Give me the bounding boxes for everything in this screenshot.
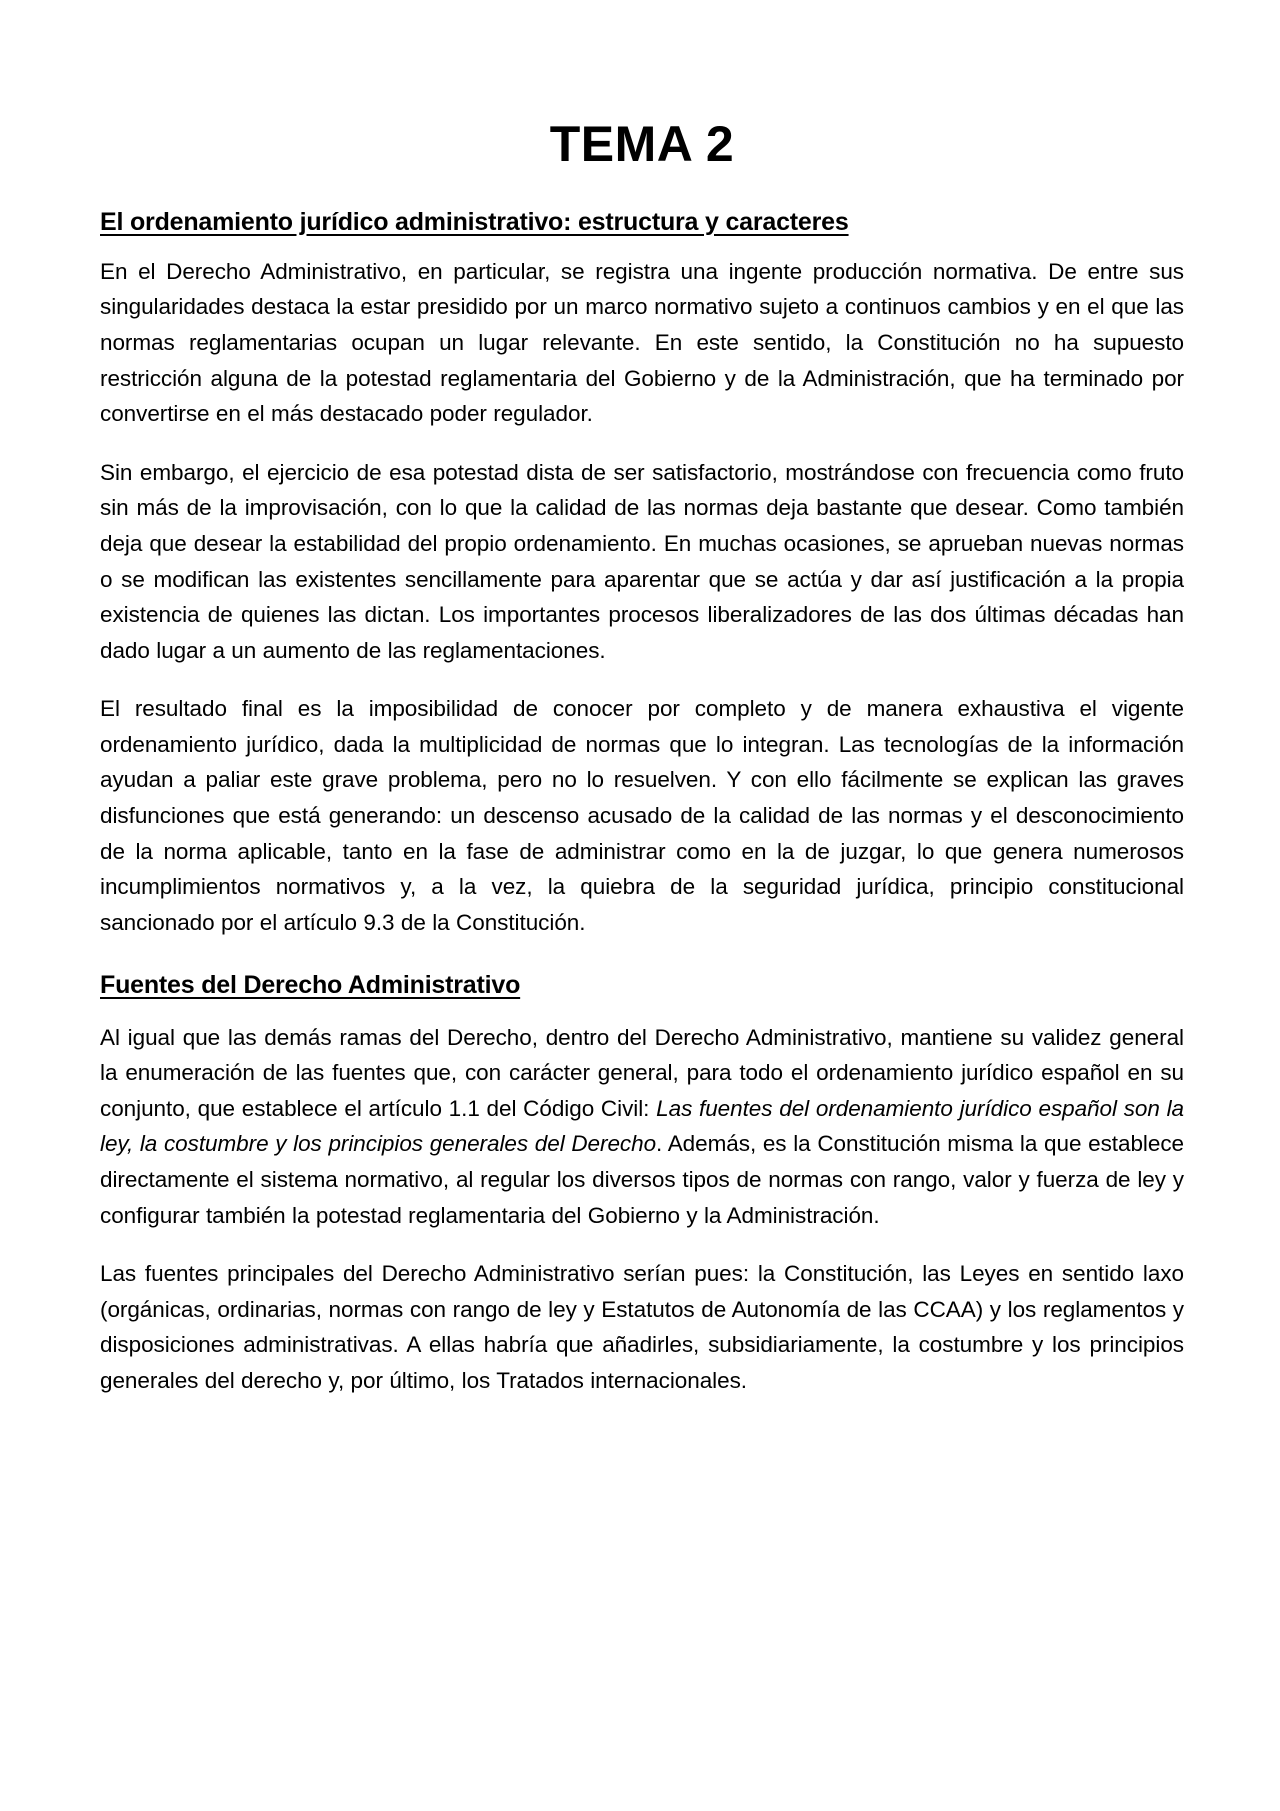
- paragraph-4-lead-text: Al igual que las demás ramas del Derecho, dentro del Derecho Administrativo, mantiene su validez general la enumeración de las fuentes que, con carácter general, para todo el ordenamiento jurídico español en su conjunto, que establece el artículo 1.1 del Código Civil:: [100, 1024, 1184, 1121]
- section-heading-fuentes-derecho-administrativo: Fuentes del Derecho Administrativo: [100, 971, 521, 1000]
- paragraph-1: En el Derecho Administrativo, en particular, se registra una ingente producción normativa. De entre sus singularidades destaca la estar presidido por un marco normativo sujeto a continuos cambios y en el que las normas reglamentarias ocupan un lugar relevante. En este sentido, la Constitución no ha supuesto restricción alguna de la potestad reglamentaria del Gobierno y de la Administración, que ha terminado por convertirse en el más destacado poder regulador.: [100, 258, 1184, 427]
- paragraph-3: El resultado final es la imposibilidad de conocer por completo y de manera exhaustiva el vigente ordenamiento jurídico, dada la multiplicidad de normas que lo integran. Las tecnologías de la información ayudan a paliar este grave problema, pero no lo resuelven. Y con ello fácilmente se explican las graves disfunciones que está generando: un descenso acusado de la calidad de las normas y el desconocimiento de la norma aplicable, tanto en la fase de administrar como en la de juzgar, lo que genera numerosos incumplimientos normativos y, a la vez, la quiebra de la seguridad jurídica, principio constitucional sancionado por el artículo 9.3 de la Constitución.: [100, 696, 1184, 935]
- section-heading-ordenamiento-juridico: El ordenamiento jurídico administrativo: estructura y caracteres: [100, 207, 849, 236]
- paragraph-2: Sin embargo, el ejercicio de esa potestad dista de ser satisfactorio, mostrándose con frecuencia como fruto sin más de la improvisación, con lo que la calidad de las normas deja bastante que desear. Como también deja que desear la estabilidad del propio ordenamiento. En muchas ocasiones, se aprueban nuevas normas o se modifican las existentes sencillamente para aparentar que se actúa y dar así justificación a la propia existencia de quienes las dictan. Los importantes procesos liberalizadores de las dos últimas décadas han dado lugar a un aumento de las reglamentaciones.: [100, 459, 1184, 663]
- paragraph-4-codigo-civil-quote: Las fuentes del ordenamiento jurídico español son la ley, la costumbre y los principios generales del Derecho: [100, 1095, 1184, 1157]
- paragraph-4-trailing-text: . Además, es la Constitución misma la que establece directamente el sistema normativo, al regular los diversos tipos de normas con rango, valor y fuerza de ley y configurar también la potestad reglamentaria del Gobierno y la Administración.: [100, 1131, 1185, 1228]
- paragraph-4: [100, 1020, 1184, 1234]
- paragraph-5: Las fuentes principales del Derecho Administrativo serían pues: la Constitución, las Leyes en sentido laxo (orgánicas, ordinarias, normas con rango de ley y Estatutos de Autonomía de las CCAA) y los reglamentos y disposiciones administrativas. A ellas habría que añadirles, subsidiariamente, la costumbre y los principios generales del derecho y, por último, los Tratados internacionales.: [100, 1261, 1184, 1394]
- page-title: TEMA 2: [549, 116, 735, 172]
